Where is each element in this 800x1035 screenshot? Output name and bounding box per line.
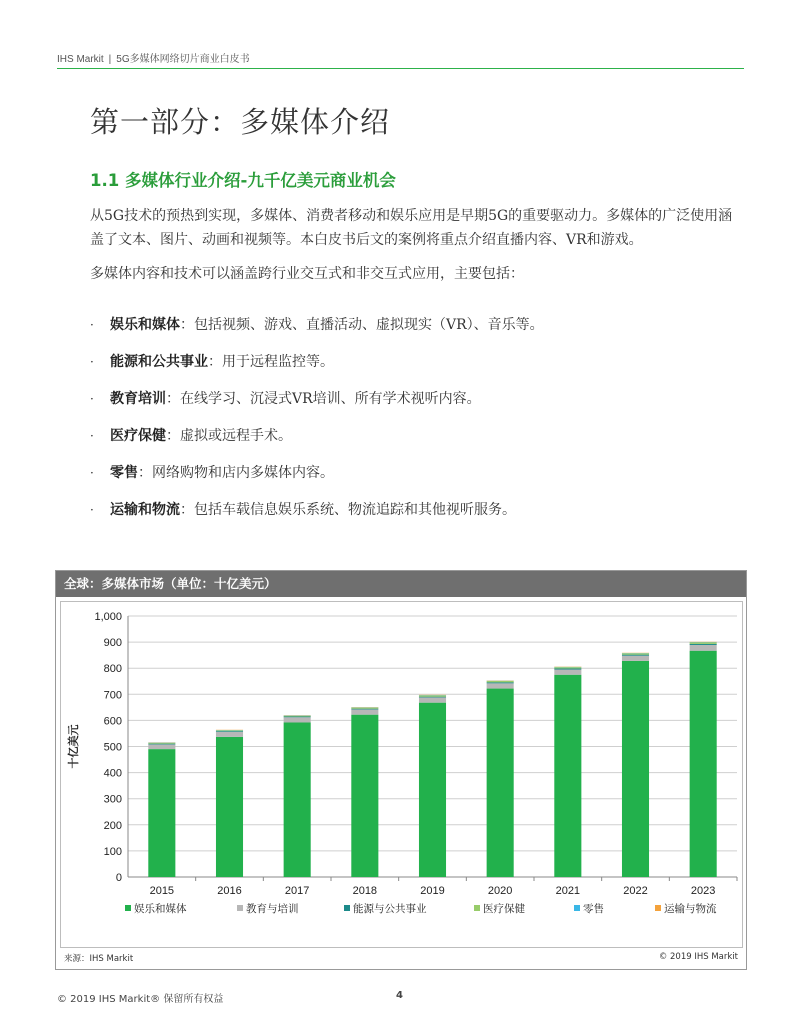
list-item: [90, 387, 740, 424]
bar-segment: [622, 656, 649, 661]
bullet-icon: ·: [90, 429, 94, 443]
legend-label: 医疗保健: [483, 903, 525, 915]
bar-segment: [148, 749, 175, 877]
chart-exhibit: [55, 570, 747, 970]
bar-segment: [690, 651, 717, 877]
bar-segment: [487, 681, 514, 682]
bar-segment: [419, 695, 446, 696]
list-item-term: 教育培训: [110, 391, 166, 407]
page-title: 第一部分：多媒体介绍: [90, 105, 391, 139]
y-axis-label: 十亿美元: [68, 724, 80, 769]
legend-swatch: [237, 905, 243, 911]
bar-segment: [284, 717, 311, 722]
bar-segment: [419, 697, 446, 702]
legend-label: 教育与培训: [246, 903, 299, 915]
header-rule: [57, 68, 744, 69]
bar-segment: [690, 642, 717, 644]
x-tick-label: 2020: [487, 885, 513, 897]
legend-swatch: [125, 905, 131, 911]
x-tick-label: 2017: [284, 885, 310, 897]
header-separator: |: [108, 54, 112, 65]
bar-segment: [487, 689, 514, 877]
list-item: [90, 350, 740, 387]
bar-segment: [554, 675, 581, 877]
bar-segment: [216, 732, 243, 737]
bar-segment: [351, 709, 378, 710]
bar-segment: [351, 709, 378, 714]
bar-segment: [690, 645, 717, 651]
x-tick-label: 2018: [352, 885, 378, 897]
bar-segment: [554, 667, 581, 668]
bar-segment: [284, 722, 311, 877]
list-item-text: ：用于远程监控等。: [208, 354, 334, 370]
y-tick-label: 800: [103, 663, 122, 676]
y-tick-label: 600: [103, 715, 122, 728]
bar-segment: [554, 668, 581, 669]
legend-label: 娱乐和媒体: [134, 903, 187, 915]
chart-svg: [61, 602, 742, 947]
bar-segment: [419, 697, 446, 698]
bullet-icon: ·: [90, 318, 94, 332]
y-tick-label: 900: [103, 637, 122, 650]
x-tick-label: 2016: [217, 885, 242, 897]
bar-segment: [554, 670, 581, 675]
bar-segment: [148, 743, 175, 744]
header-brand: IHS Markit: [57, 54, 104, 65]
list-item-term: 零售: [110, 465, 138, 481]
page-number: 4: [396, 990, 403, 1001]
chart-title: 全球：多媒体市场（单位：十亿美元）: [56, 571, 746, 597]
chart-area: [60, 601, 743, 948]
list-item-text: ：虚拟或远程手术。: [166, 428, 292, 444]
x-tick-label: 2019: [420, 885, 445, 897]
bar-segment: [487, 683, 514, 688]
list-item-term: 医疗保健: [110, 428, 166, 444]
list-intro-paragraph: 多媒体内容和技术可以涵盖跨行业交互式和非交互式应用，主要包括：: [90, 266, 524, 282]
header-doc-title: 5G多媒体网络切片商业白皮书: [116, 54, 250, 65]
list-item-text: ：包括车载信息娱乐系统、物流追踪和其他视听服务。: [180, 502, 516, 518]
y-tick-label: 0: [115, 872, 122, 884]
x-tick-label: 2021: [555, 885, 581, 897]
application-list: [90, 313, 740, 535]
bar-segment: [148, 744, 175, 749]
legend-swatch: [344, 905, 350, 911]
bullet-icon: ·: [90, 466, 94, 480]
bullet-icon: ·: [90, 392, 94, 406]
list-item: [90, 424, 740, 461]
list-item-text: ：网络购物和店内多媒体内容。: [138, 465, 334, 481]
legend-label: 零售: [583, 903, 604, 915]
y-tick-label: 700: [103, 689, 122, 702]
bar-segment: [284, 716, 311, 717]
list-item-term: 娱乐和媒体: [110, 317, 180, 333]
bullet-icon: ·: [90, 355, 94, 369]
bar-segment: [351, 715, 378, 877]
list-item-text: ：在线学习、沉浸式VR培训、所有学术视听内容。: [166, 391, 481, 407]
list-item-text: ：包括视频、游戏、直播活动、虚拟现实（VR）、音乐等。: [180, 317, 544, 333]
legend-swatch: [574, 905, 580, 911]
legend-label: 能源与公共事业: [353, 903, 427, 915]
bar-segment: [622, 653, 649, 654]
y-tick-label: 400: [103, 767, 122, 780]
bullet-icon: ·: [90, 503, 94, 517]
footer-copyright: © 2019 IHS Markit® 保留所有权益: [57, 994, 224, 1005]
list-item: [90, 313, 740, 350]
x-tick-label: 2022: [623, 885, 648, 897]
chart-source: 来源：IHS Markit: [64, 954, 134, 964]
legend-swatch: [655, 905, 661, 911]
bar-segment: [419, 703, 446, 877]
legend-swatch: [474, 905, 480, 911]
bar-segment: [351, 708, 378, 709]
bar-segment: [216, 730, 243, 731]
legend-label: 运输与物流: [664, 903, 717, 915]
bar-segment: [284, 716, 311, 717]
x-tick-label: 2023: [690, 885, 716, 897]
intro-paragraph: 从5G技术的预热到实现，多媒体、消费者移动和娱乐应用是早期5G的重要驱动力。多媒体的广泛使用涵盖了文本、图片、动画和视频等。本白皮书后文的案例将重点介绍直播内容、VR和游戏。: [90, 208, 733, 248]
chart-copyright: © 2019 IHS Markit: [658, 952, 738, 962]
section-subtitle: 1.1 多媒体行业介绍-九千亿美元商业机会: [90, 171, 396, 190]
bar-segment: [690, 644, 717, 645]
x-tick-label: 2015: [149, 885, 175, 897]
list-item-term: 能源和公共事业: [110, 354, 208, 370]
list-item: [90, 461, 740, 498]
list-item: [90, 498, 740, 535]
y-tick-label: 200: [103, 819, 122, 832]
y-tick-label: 1,000: [94, 611, 122, 623]
list-item-term: 运输和物流: [110, 502, 180, 518]
y-tick-label: 100: [103, 845, 122, 858]
bar-segment: [487, 682, 514, 683]
bar-segment: [622, 661, 649, 877]
bar-segment: [216, 731, 243, 732]
bar-segment: [622, 655, 649, 656]
bar-segment: [216, 737, 243, 877]
y-tick-label: 500: [103, 741, 122, 754]
bar-segment: [148, 744, 175, 745]
page-header: [57, 50, 250, 65]
y-tick-label: 300: [103, 793, 122, 806]
